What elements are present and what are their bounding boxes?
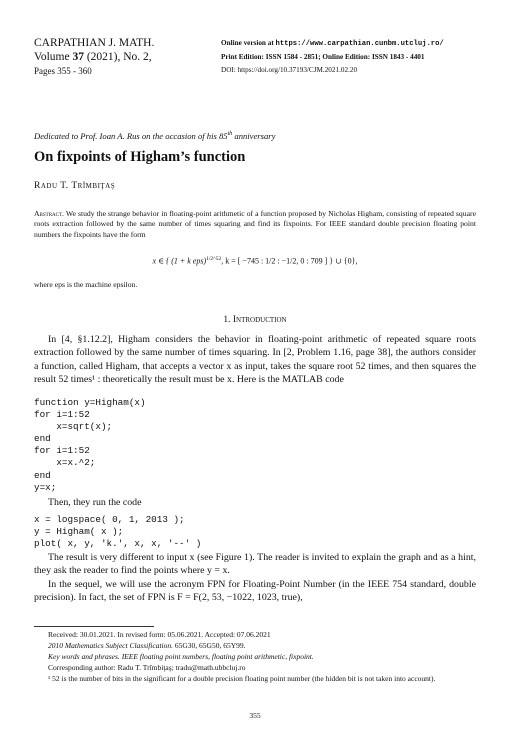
online-version: Online version at https://www.carpathian.cunbm.utcluj.ro/ <box>221 39 444 48</box>
paragraph-result: The result is very different to input x (see Figure 1). The reader is invited to explain the graph and as a hint, they ask the reader to find the points where y = x. <box>34 552 476 577</box>
footnote-keywords: Key words and phrases. IEEE floating point numbers, floating point arithmetic, fixpoint. <box>48 652 314 661</box>
section-heading-introduction: 1. Introduction <box>223 315 287 325</box>
footnote-1: ¹ 52 is the number of bits in the significant for a double precision floating point number (the hidden bit is not taken into account). <box>48 674 436 683</box>
paragraph-run-code: Then, they run the code <box>48 497 142 508</box>
publication-info <box>221 37 444 77</box>
footnote-classification: 2010 Mathematics Subject Classification. 65G30, 65G50, 65Y99. <box>48 641 246 650</box>
eps-definition: where eps is the machine epsilon. <box>34 280 138 289</box>
page-number: 355 <box>249 711 261 720</box>
journal-volume: Volume 37 (2021), No. 2, <box>34 51 152 63</box>
journal-header <box>34 36 154 78</box>
paragraph-fpn: In the sequel, we will use the acronym FPN for Floating-Point Number (in the IEEE 754 standard, double precision). In fact, the set of FPN is F = F(2, 53, −1022, 1023, true), <box>34 579 476 604</box>
footnote-corresponding: Corresponding author: Radu T. Trîmbiţaş; tradu@math.ubbcluj.ro <box>48 663 246 672</box>
journal-pages: Pages 355 - 360 <box>34 66 92 76</box>
abstract <box>34 209 476 240</box>
footnote-rule <box>34 626 154 627</box>
journal-name: CARPATHIAN J. MATH. <box>34 37 155 49</box>
doi-link[interactable]: DOI: https://doi.org/10.37193/CJM.2021.02.20 <box>221 66 358 74</box>
matlab-function-code: function y=Higham(x) for i=1:52 x=sqrt(x); end for i=1:52 x=x.^2; end y=x; <box>34 397 146 493</box>
footnote-received: Received: 30.01.2021. In revised form: 05.06.2021. Accepted: 07.06.2021 <box>48 630 271 639</box>
paragraph-intro: In [4, §1.12.2], Higham considers the behavior in floating-point arithmetic of repeated square roots extraction followed by the same number of times squaring. In [2, Problem 1.16, page 38], the authors consider a function, called Higham, that accepts a vector x as input, takes the square root 52 times, and then squares the result 52 times¹ : theoretically the result must be x. Here is the MATLAB code <box>34 334 476 385</box>
matlab-run-code: x = logspace( 0, 1, 2013 ); y = Higham( x ); plot( x, y, 'k.', x, x, '--' ) <box>34 514 202 550</box>
abstract-text: We study the strange behavior in floating-point arithmetic of a function proposed by Nicholas Higham, consisting of repeated square roots extraction followed by the same number of times squaring and find its fixpoints. For IEEE standard double precision floating point numbers the fixpoints have the form <box>34 209 476 239</box>
dedication: Dedicated to Prof. Ioan A. Rus on the occasion of his 85th anniversary <box>34 131 276 141</box>
paper-title: On fixpoints of Higham’s function <box>34 149 246 165</box>
online-url-link[interactable]: https://www.carpathian.cunbm.utcluj.ro/ <box>275 40 444 48</box>
author-name: Radu T. Trîmbiţaş <box>34 181 116 191</box>
fixpoint-formula: x ∈ { (1 + k eps)$^{1/2\^{}52}$, k = [ −745 : 1/2 : −1/2, 0 : 709 ] } ∪ {0}, <box>152 256 358 266</box>
print-edition: Print Edition: ISSN 1584 - 2851; Online Edition: ISSN 1843 - 4401 <box>221 53 425 61</box>
abstract-heading: Abstract. <box>34 209 64 218</box>
